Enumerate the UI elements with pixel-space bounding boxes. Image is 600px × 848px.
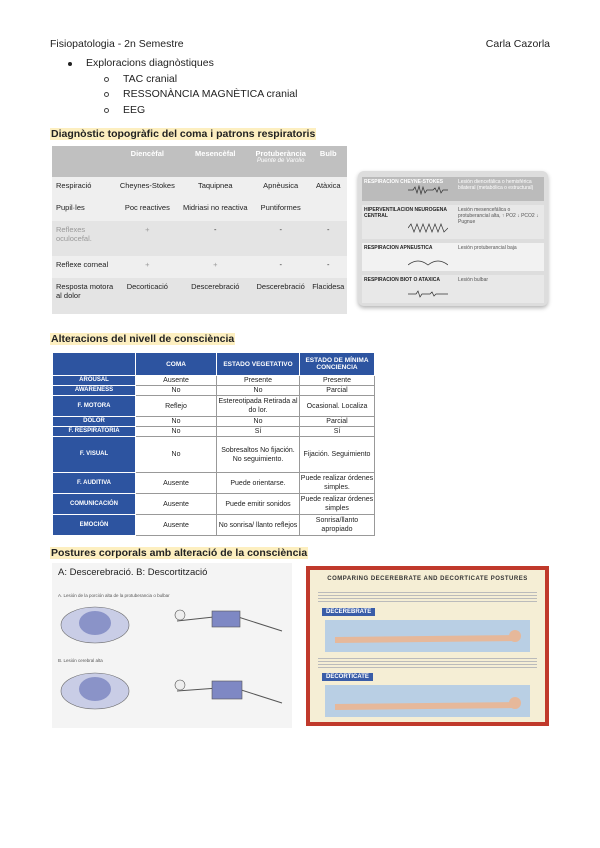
table-cell: Puede realizar órdenes simples. — [300, 473, 375, 494]
table-row — [53, 437, 375, 473]
table-cell: Ocasional. Localiza — [300, 396, 375, 417]
table-cell: No — [136, 437, 217, 473]
row-header: Resposta motora al dolor — [52, 278, 116, 314]
section-heading-postures: Postures corporals amb alteració de la consciència — [51, 547, 308, 559]
figure-caption: A: Descerebració. B: Descortització — [58, 567, 208, 578]
table-cell: - — [279, 260, 282, 270]
bullet-list — [68, 56, 297, 118]
page-header — [50, 38, 550, 50]
table-row — [53, 417, 375, 427]
section-heading-coma: Diagnòstic topogràfic del coma i patrons respiratoris — [51, 128, 316, 140]
bullet-dot-icon — [68, 62, 72, 66]
row-header: Reflexes oculocefal. — [52, 221, 116, 257]
table-cell: Midriasi no reactiva — [182, 202, 248, 212]
table-row — [53, 515, 375, 536]
bullet-sub — [104, 87, 297, 103]
bullet-sub-text: EEG — [123, 103, 146, 116]
row-header: EMOCIÓN — [53, 515, 136, 536]
bullet-sub — [104, 103, 297, 119]
waveform-icon — [408, 257, 448, 267]
table-cell: Sonrisa/llanto apropiado — [300, 515, 375, 536]
resp-pattern-name: RESPIRACION CHEYNE-STOKES — [364, 179, 444, 185]
decerebrate-figure-icon — [172, 601, 287, 641]
row-header: AROUSAL — [53, 376, 136, 386]
resp-pattern-name: RESPIRACION APNEUSTICA — [364, 245, 433, 251]
bullet-sub — [104, 72, 297, 88]
row-header: F. RESPIRATORIA — [53, 427, 136, 437]
table-cell: - — [179, 221, 252, 257]
table-cell: + — [116, 221, 179, 257]
row-header: F. MOTORA — [53, 396, 136, 417]
table-cell: Ausente — [136, 515, 217, 536]
table-cell: Sí — [217, 427, 300, 437]
table-cell: - — [310, 221, 348, 257]
table-header — [252, 146, 310, 177]
figure-title: COMPARING DECEREBRATE AND DECORTICATE POSTURES — [327, 576, 528, 582]
posture-figure-right — [306, 566, 549, 726]
resp-pattern-desc: Lesión bulbar — [458, 277, 489, 283]
table-cell: No — [217, 417, 300, 427]
table-row — [52, 199, 347, 221]
table-cell: Presente — [217, 376, 300, 386]
resp-row — [362, 243, 544, 271]
row-header: F. AUDITIVA — [53, 473, 136, 494]
figure-label-b: B. Lesión cerebral alta — [58, 658, 103, 663]
table-header: Bulb — [310, 146, 348, 177]
row-header: AWARENESS — [53, 386, 136, 396]
respiratory-patterns-panel — [358, 171, 548, 306]
table-cell: Puntiformes — [260, 202, 301, 212]
resp-row — [362, 205, 544, 239]
bullet-circle-icon — [104, 77, 109, 82]
row-header: Reflexe corneal — [56, 260, 109, 270]
resp-row — [362, 177, 544, 201]
table-row — [53, 494, 375, 515]
table-header — [53, 353, 136, 376]
table-cell: Flacidesa — [310, 278, 348, 314]
resp-pattern-name: RESPIRACION BIOT O ATAXICA — [364, 277, 441, 283]
table-cell: Decorticació — [116, 278, 179, 314]
table-header: ESTADO DE MÍNIMA CONCIENCIA — [300, 353, 375, 376]
table-cell: No — [217, 386, 300, 396]
table-cell: No — [136, 386, 217, 396]
table-cell: + — [145, 260, 150, 270]
consciousness-table — [52, 352, 375, 536]
table-cell — [310, 199, 348, 221]
brainstem-illustration-icon — [58, 667, 133, 712]
author-name: Carla Cazorla — [485, 38, 550, 50]
table-cell: Reflejo — [136, 396, 217, 417]
table-header: COMA — [136, 353, 217, 376]
table-cell: Apnèusica — [263, 181, 299, 190]
table-header: Diencèfal — [116, 146, 179, 177]
table-cell: Fijación. Seguimiento — [300, 437, 375, 473]
table-cell: Estereotipada Retirada al do lor. — [217, 396, 300, 417]
figure-panel — [310, 570, 545, 722]
table-cell: Puede orientarse. — [217, 473, 300, 494]
bullet-sub-text: TAC cranial — [123, 72, 178, 85]
table-cell: Sobresaltos No fijación. No seguimiento. — [217, 437, 300, 473]
row-header: DOLOR — [53, 417, 136, 427]
table-header — [52, 146, 116, 177]
table-header: ESTADO VEGETATIVO — [217, 353, 300, 376]
table-cell: - — [327, 260, 330, 270]
row-header: Respiració — [56, 181, 92, 190]
table-header: Mesencèfal — [179, 146, 252, 177]
resp-row — [362, 275, 544, 303]
waveform-icon — [408, 223, 448, 233]
resp-pattern-desc: Lesión diencefálica o hemisférica bilateral (metabólica o estructural) — [458, 179, 534, 191]
row-header: F. VISUAL — [53, 437, 136, 473]
table-row — [53, 473, 375, 494]
table-cell: No — [136, 417, 217, 427]
figure-text-block — [318, 658, 537, 668]
bullet-main-text: Exploracions diagnòstiques — [86, 57, 214, 69]
figure-label-decorticate: DECORTICATE — [322, 673, 373, 681]
table-row — [53, 396, 375, 417]
table-row — [53, 427, 375, 437]
figure-label-a: A. Lesión de la porción alta de la protuberancia o bulbar — [58, 593, 170, 598]
figure-text-block — [318, 592, 537, 602]
bullet-circle-icon — [104, 92, 109, 97]
row-header: COMUNICACIÓN — [53, 494, 136, 515]
table-cell: Puede realizar órdenes simples — [300, 494, 375, 515]
figure-label-decerebrate: DECEREBRATE — [322, 608, 375, 616]
table-cell: Atàxica — [315, 181, 341, 190]
topographic-table — [52, 146, 347, 314]
table-header-sub: Puente de Varolio — [256, 158, 305, 164]
course-title: Fisiopatologia - 2n Semestre — [50, 38, 184, 50]
posture-figure-left — [52, 563, 292, 728]
table-cell: Poc reactives — [124, 202, 170, 212]
decerebrate-body-icon — [325, 620, 530, 652]
bullet-sub-text: RESSONÀNCIA MAGNÈTICA cranial — [123, 88, 298, 100]
table-cell: Descerebració — [179, 278, 252, 314]
table-row — [53, 376, 375, 386]
table-cell: - — [252, 221, 310, 257]
table-row — [53, 386, 375, 396]
table-cell: Parcial — [300, 386, 375, 396]
table-cell: + — [213, 260, 218, 270]
table-row — [52, 177, 347, 199]
table-cell: Ausente — [136, 376, 217, 386]
table-cell: Puede emitir sonidos — [217, 494, 300, 515]
table-cell: Presente — [300, 376, 375, 386]
table-cell: Sí — [300, 427, 375, 437]
bullet-circle-icon — [104, 108, 109, 113]
table-cell: Cheynes-Stokes — [119, 181, 175, 190]
resp-pattern-name: HIPERVENTILACION NEUROGENA CENTRAL — [364, 207, 447, 219]
bullet-main — [68, 56, 297, 72]
table-cell: Ausente — [136, 494, 217, 515]
decorticate-figure-icon — [172, 671, 287, 716]
table-row — [52, 256, 347, 278]
table-cell: Taquipnea — [197, 181, 233, 190]
table-cell: No sonrisa/ llanto reflejos — [217, 515, 300, 536]
table-row — [52, 221, 347, 257]
waveform-icon — [408, 289, 448, 299]
table-row — [52, 278, 347, 314]
table-header-text: Protuberància — [255, 149, 306, 158]
brainstem-illustration-icon — [58, 601, 133, 646]
decorticate-body-icon — [325, 685, 530, 717]
table-cell: Ausente — [136, 473, 217, 494]
table-cell: Descerebració — [252, 278, 310, 314]
row-header: Pupil·les — [56, 202, 85, 212]
waveform-icon — [408, 185, 448, 195]
table-cell: No — [136, 427, 217, 437]
section-heading-consciousness: Alteracions del nivell de consciència — [51, 333, 235, 345]
table-cell: Parcial — [300, 417, 375, 427]
resp-pattern-desc: Lesión mesencefálica o protuberancial alta, ↑ PO2 ↓ PCO2 ↓ Pugnue — [458, 207, 539, 225]
resp-pattern-desc: Lesión protuberancial baja — [458, 245, 517, 251]
